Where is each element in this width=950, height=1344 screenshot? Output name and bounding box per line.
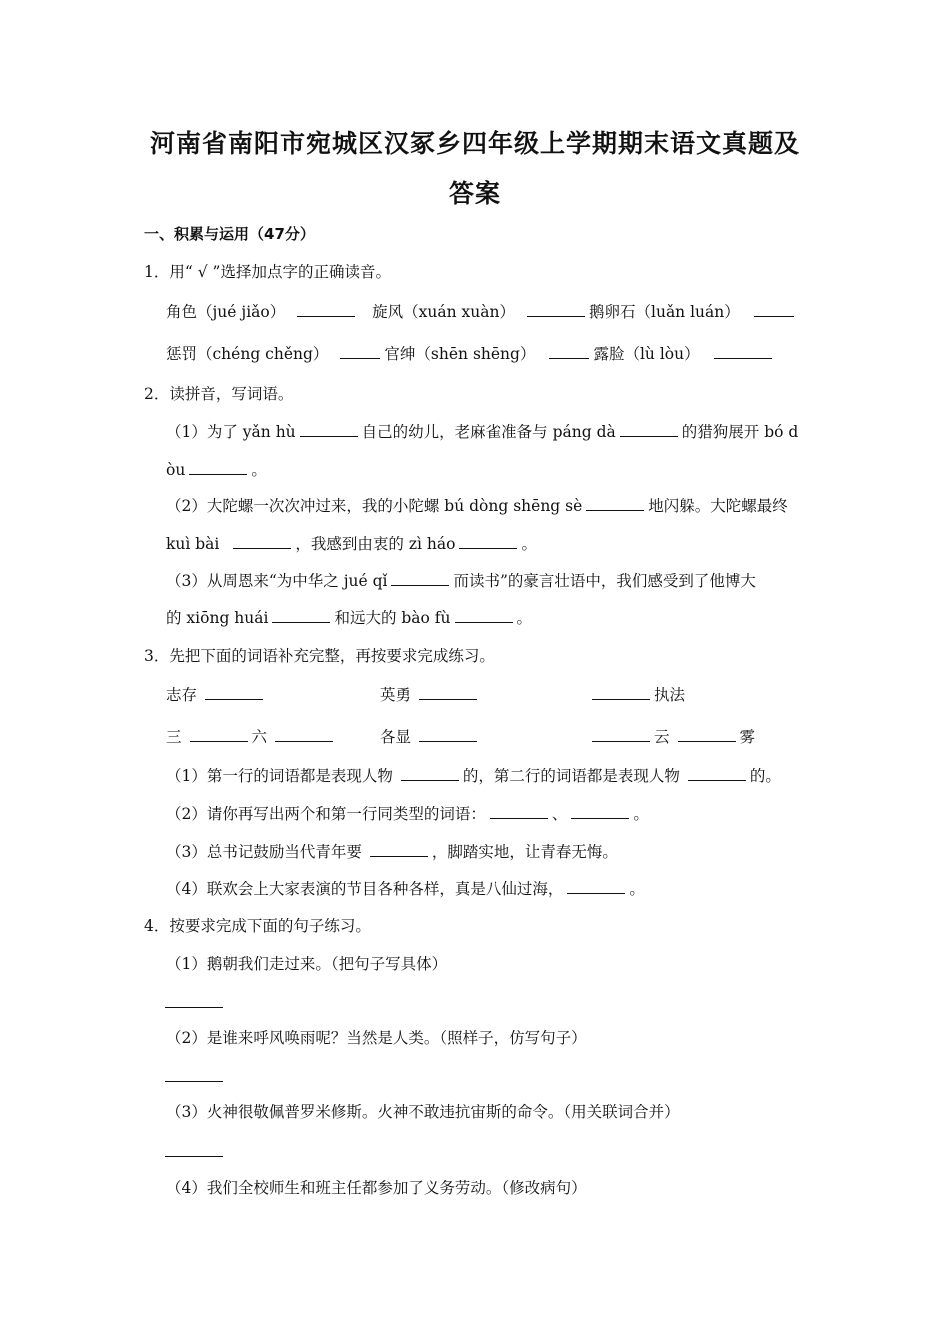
q2-p2-line1 bbox=[166, 496, 788, 516]
q3-blank-5[interactable] bbox=[419, 727, 477, 742]
q4-answer-line-2[interactable] bbox=[165, 1080, 223, 1082]
q1-answer-blank-6[interactable] bbox=[714, 344, 772, 359]
q4-sub-3: （3）火神很敬佩普罗米修斯。火神不敢违抗宙斯的命令。（用关联词合并） bbox=[166, 1103, 680, 1121]
q3-blank-4b[interactable] bbox=[275, 727, 333, 742]
section-heading: 一、积累与运用（47分） bbox=[144, 225, 315, 243]
q2-blank-jueqi[interactable] bbox=[391, 571, 449, 586]
q3-sub-2-text-a: （2）请你再写出两个和第一行同类型的词语： bbox=[166, 805, 486, 823]
q2-blank-yanhu[interactable] bbox=[300, 422, 358, 437]
q3-sub-3-text-b: ，脚踏实地，让青春无悔。 bbox=[431, 843, 618, 861]
q3-sub-2-text-b: 、 bbox=[551, 805, 568, 823]
q3-blank-4a[interactable] bbox=[190, 727, 248, 742]
q1-answer-blank-2[interactable] bbox=[527, 302, 585, 317]
q1-item-3: 鹅卵石（luǎn luán） bbox=[589, 303, 740, 321]
q3-blank-2[interactable] bbox=[419, 685, 477, 700]
q2-p1-text-b: 自己的幼儿，老麻雀准备与 páng dà bbox=[361, 423, 616, 441]
q3-blank-3[interactable] bbox=[592, 685, 650, 700]
q3-word-2-text: 英勇 bbox=[380, 686, 412, 704]
q2-p1-text-c: 的猎狗展开 bó d bbox=[681, 423, 799, 441]
q3-word-4-text-b: 六 bbox=[251, 728, 268, 746]
q2-blank-zihao[interactable] bbox=[459, 534, 517, 549]
q2-blank-pangda[interactable] bbox=[620, 422, 678, 437]
q3-sub-2-text-c: 。 bbox=[633, 805, 649, 823]
q1-item-6: 露脸（lù lòu） bbox=[593, 345, 700, 363]
q3-sub-1-blank-a[interactable] bbox=[401, 766, 459, 781]
q3-word-3 bbox=[588, 685, 685, 705]
q2-p1-text-e: 。 bbox=[251, 461, 267, 479]
q2-blank-kuibai[interactable] bbox=[233, 534, 291, 549]
q1-row1 bbox=[166, 302, 798, 322]
q3-blank-6a[interactable] bbox=[592, 727, 650, 742]
q2-stem: 2．读拼音，写词语。 bbox=[144, 385, 294, 403]
q3-sub-1 bbox=[166, 766, 781, 786]
q3-blank-1[interactable] bbox=[205, 685, 263, 700]
q2-p2-line2 bbox=[166, 534, 537, 554]
q3-stem: 3．先把下面的词语补充完整，再按要求完成练习。 bbox=[144, 647, 495, 665]
q3-word-1-text: 志存 bbox=[166, 686, 198, 704]
q3-sub-3 bbox=[166, 842, 618, 862]
q2-p1-text-a: （1）为了 yǎn hù bbox=[166, 423, 296, 441]
q2-blank-baofu[interactable] bbox=[455, 608, 513, 623]
q3-sub-2 bbox=[166, 804, 649, 824]
q2-blank-xionghuai[interactable] bbox=[272, 608, 330, 623]
q3-word-4 bbox=[166, 727, 337, 747]
q1-item-2: 旋风（xuán xuàn） bbox=[372, 303, 515, 321]
q1-item-4: 惩罚（chéng chěng） bbox=[166, 345, 329, 363]
q3-blank-6b[interactable] bbox=[678, 727, 736, 742]
q2-p3-text-a: （3）从周恩来“为中华之 jué qǐ bbox=[166, 572, 388, 590]
document-title: 河南省南阳市宛城区汉冢乡四年级上学期期末语文真题及 bbox=[149, 129, 800, 158]
q3-word-2 bbox=[380, 685, 481, 705]
q3-sub-2-blank-a[interactable] bbox=[490, 804, 548, 819]
q1-row2 bbox=[166, 344, 776, 364]
q2-p2-text-a: （2）大陀螺一次次冲过来，我的小陀螺 bú dòng shēng sè bbox=[166, 497, 583, 515]
q2-p1-text-d: òu bbox=[166, 461, 186, 479]
q1-answer-blank-4[interactable] bbox=[340, 344, 380, 359]
q2-p1-line1 bbox=[166, 422, 798, 442]
q3-sub-1-text-c: 的。 bbox=[749, 767, 781, 785]
q4-stem: 4．按要求完成下面的句子练习。 bbox=[144, 917, 371, 935]
q2-p2-text-b: 地闪躲。大陀螺最终 bbox=[648, 497, 788, 515]
q2-blank-bodou[interactable] bbox=[189, 460, 247, 475]
q4-answer-line-1[interactable] bbox=[165, 1006, 223, 1008]
q3-sub-1-blank-b[interactable] bbox=[688, 766, 746, 781]
q4-answer-line-3[interactable] bbox=[165, 1155, 223, 1157]
q2-p3-text-b: 而读书”的豪言壮语中，我们感受到了他博大 bbox=[453, 572, 756, 590]
q1-answer-blank-5[interactable] bbox=[549, 344, 589, 359]
q2-p3-text-d: 和远大的 bào fù bbox=[334, 609, 451, 627]
q2-p2-text-d: ，我感到由衷的 zì háo bbox=[295, 535, 456, 553]
q3-sub-1-text-b: 的，第二行的词语都是表现人物 bbox=[462, 767, 680, 785]
q2-p2-text-e: 。 bbox=[521, 535, 537, 553]
q3-word-1 bbox=[166, 685, 267, 705]
q3-word-6-text-b: 雾 bbox=[739, 728, 756, 746]
q3-word-6 bbox=[588, 727, 755, 747]
q2-p2-text-c: kuì bài bbox=[166, 535, 220, 553]
q1-answer-blank-1[interactable] bbox=[297, 302, 355, 317]
q3-sub-4-blank[interactable] bbox=[567, 879, 625, 894]
q1-item-5: 官绅（shēn shēng） bbox=[384, 345, 536, 363]
q3-sub-4-text-a: （4）联欢会上大家表演的节目各种各样，真是八仙过海， bbox=[166, 880, 564, 898]
q2-p3-text-c: 的 xiōng huái bbox=[166, 609, 269, 627]
q4-sub-4: （4）我们全校师生和班主任都参加了义务劳动。（修改病句） bbox=[166, 1179, 587, 1197]
q3-sub-4-text-b: 。 bbox=[629, 880, 645, 898]
q3-sub-4 bbox=[166, 879, 645, 899]
q4-sub-1: （1）鹅朝我们走过来。（把句子写具体） bbox=[166, 955, 448, 973]
q1-item-1: 角色（jué jiǎo） bbox=[166, 303, 286, 321]
q4-sub-2: （2）是谁来呼风唤雨呢？当然是人类。（照样子，仿写句子） bbox=[166, 1029, 587, 1047]
q3-sub-2-blank-b[interactable] bbox=[571, 804, 629, 819]
q3-word-3-text: 执法 bbox=[654, 686, 686, 704]
q3-word-5 bbox=[380, 727, 481, 747]
q3-word-6-text-a: 云 bbox=[654, 728, 670, 746]
q2-p3-line2 bbox=[166, 608, 532, 628]
document-title-continued: 答案 bbox=[448, 179, 501, 208]
q2-p3-line1 bbox=[166, 571, 756, 591]
q3-word-5-text: 各显 bbox=[380, 728, 412, 746]
q1-answer-blank-3[interactable] bbox=[754, 302, 794, 317]
q2-blank-budongshengse[interactable] bbox=[586, 496, 644, 511]
q3-sub-1-text-a: （1）第一行的词语都是表现人物 bbox=[166, 767, 393, 785]
q3-word-4-text-a: 三 bbox=[166, 728, 182, 746]
q1-stem: 1．用“ √ ”选择加点字的正确读音。 bbox=[144, 263, 391, 281]
q2-p1-line2 bbox=[166, 460, 267, 480]
q2-p3-text-e: 。 bbox=[516, 609, 533, 627]
q3-sub-3-blank[interactable] bbox=[370, 842, 428, 857]
q3-sub-3-text-a: （3）总书记鼓励当代青年要 bbox=[166, 843, 362, 861]
